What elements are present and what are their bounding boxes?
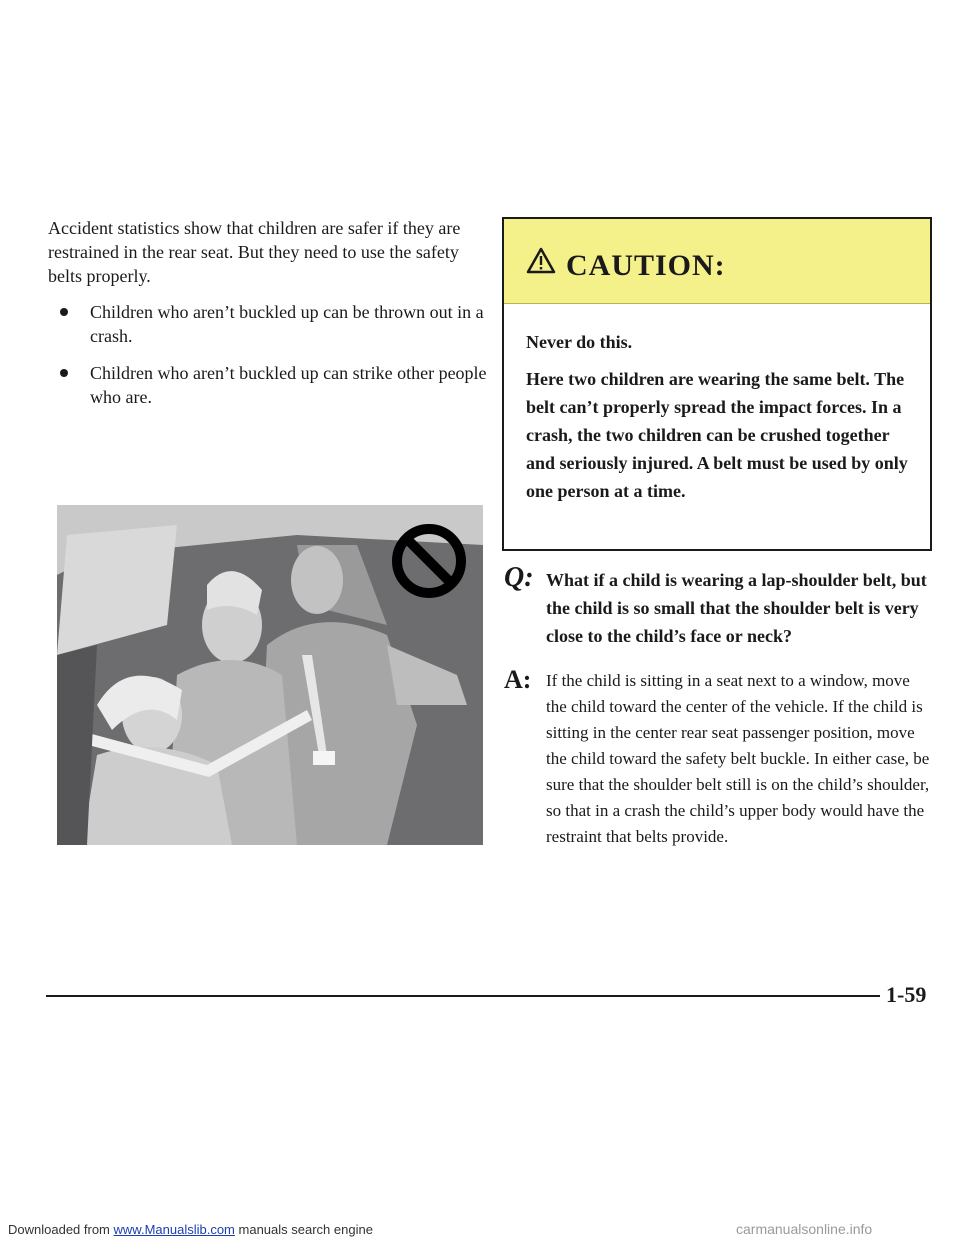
- answer-block: [504, 665, 934, 850]
- caution-header: [504, 219, 930, 304]
- caution-body: [504, 304, 930, 505]
- banner-prefix: Downloaded from: [8, 1222, 110, 1237]
- bullet-text: Children who aren’t buckled up can strike other people who are.: [90, 363, 487, 407]
- footer-rule: [46, 995, 880, 997]
- bullet-dot-icon: [60, 369, 68, 377]
- question-block: [504, 562, 934, 650]
- download-banner: [8, 1222, 373, 1237]
- caution-title: CAUTION:: [566, 249, 726, 282]
- bullet-item: [48, 300, 488, 348]
- bullet-item: [48, 361, 488, 409]
- caution-line: Here two children are wearing the same belt. The belt can’t properly spread the impact forces. In a crash, the two children can be crushed together and seriously injured. A belt must be used by only one person at a time.: [526, 369, 908, 501]
- bullet-dot-icon: [60, 308, 68, 316]
- question-text: What if a child is wearing a lap-shoulder belt, but the child is so small that the shoulder belt is very close to the child’s face or neck?: [546, 570, 927, 646]
- answer-marker: A:: [504, 665, 532, 694]
- bullet-list: [48, 300, 488, 422]
- children-sharing-belt-illustration: [57, 505, 483, 845]
- manualslib-link[interactable]: www.Manualslib.com: [113, 1222, 235, 1237]
- intro-paragraph: Accident statistics show that children are safer if they are restrained in the rear seat. But they need to use the safety belts properly.: [48, 218, 461, 286]
- watermark: carmanualsonline.info: [736, 1221, 873, 1237]
- question-marker: Q:: [504, 562, 534, 593]
- banner-suffix: manuals search engine: [238, 1222, 373, 1237]
- prohibition-icon: [391, 523, 467, 599]
- caution-box: [502, 217, 932, 551]
- warning-triangle-icon: [526, 247, 556, 274]
- page-number: 1-59: [886, 982, 927, 1007]
- caution-line: Never do this.: [526, 332, 633, 352]
- bullet-text: Children who aren’t buckled up can be thrown out in a crash.: [90, 302, 484, 346]
- answer-text: If the child is sitting in a seat next to a window, move the child toward the center of the vehicle. If the child is sitting in the center rear seat passenger position, move the child toward the safety belt buckle. In either case, be sure that the shoulder belt still is on the child’s shoulder, so that in a crash the child’s upper body would have the restraint that belts provide.: [546, 671, 930, 846]
